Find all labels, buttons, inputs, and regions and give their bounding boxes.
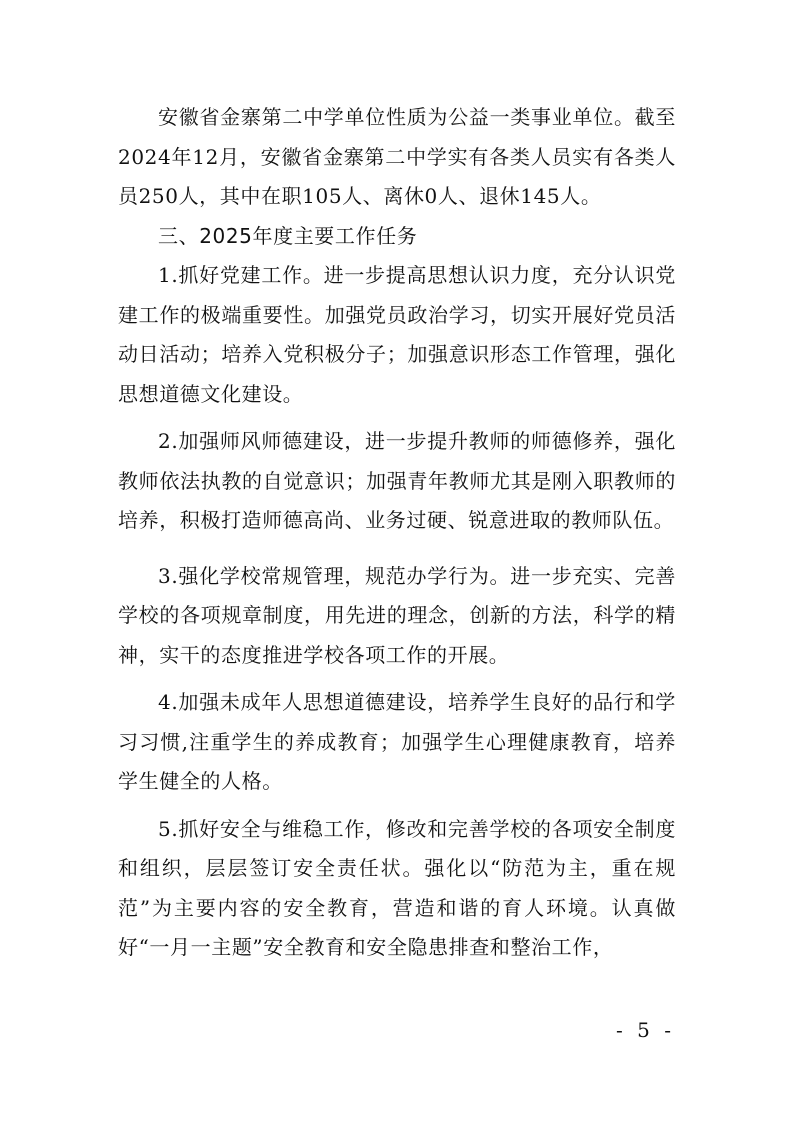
section-heading: 三、2025年度主要工作任务 (158, 223, 418, 248)
page-number: - 5 - (616, 1018, 675, 1042)
task-paragraph-2: 2.加强师风师德建设，进一步提升教师的师德修养，强化教师依法执教的自觉意识；加强青年教师尤其是刚入职教师的培养，积极打造师德高尚、业务过硬、锐意进取的教师队伍。 (118, 429, 676, 532)
task-paragraph-5: 5.抓好安全与维稳工作，修改和完善学校的各项安全制度和组织，层层签订安全责任状。强化以“防范为主，重在规范”为主要内容的安全教育，营造和谐的育人环境。认真做好“一月一主题”安全教育和安全隐患排查和整治工作， (118, 816, 676, 959)
task-paragraph-1: 1.抓好党建工作。进一步提高思想认识力度，充分认识党建工作的极端重要性。加强党员政治学习，切实开展好党员活动日活动；培养入党积极分子；加强意识形态工作管理，强化思想道德文化建设。 (118, 263, 676, 406)
task-paragraph-4: 4.加强未成年人思想道德建设，培养学生良好的品行和学习习惯,注重学生的养成教育；加强学生心理健康教育，培养学生健全的人格。 (118, 690, 676, 793)
task-paragraph-3: 3.强化学校常规管理，规范办学行为。进一步充实、完善学校的各项规章制度，用先进的理念，创新的方法，科学的精神，实干的态度推进学校各项工作的开展。 (118, 563, 676, 667)
intro-paragraph: 安徽省金寨第二中学单位性质为公益一类事业单位。截至2024年12月，安徽省金寨第二中学实有各类人员实有各类人员250人，其中在职105人、离休0人、退休145人。 (118, 105, 676, 208)
document-body (118, 98, 676, 968)
